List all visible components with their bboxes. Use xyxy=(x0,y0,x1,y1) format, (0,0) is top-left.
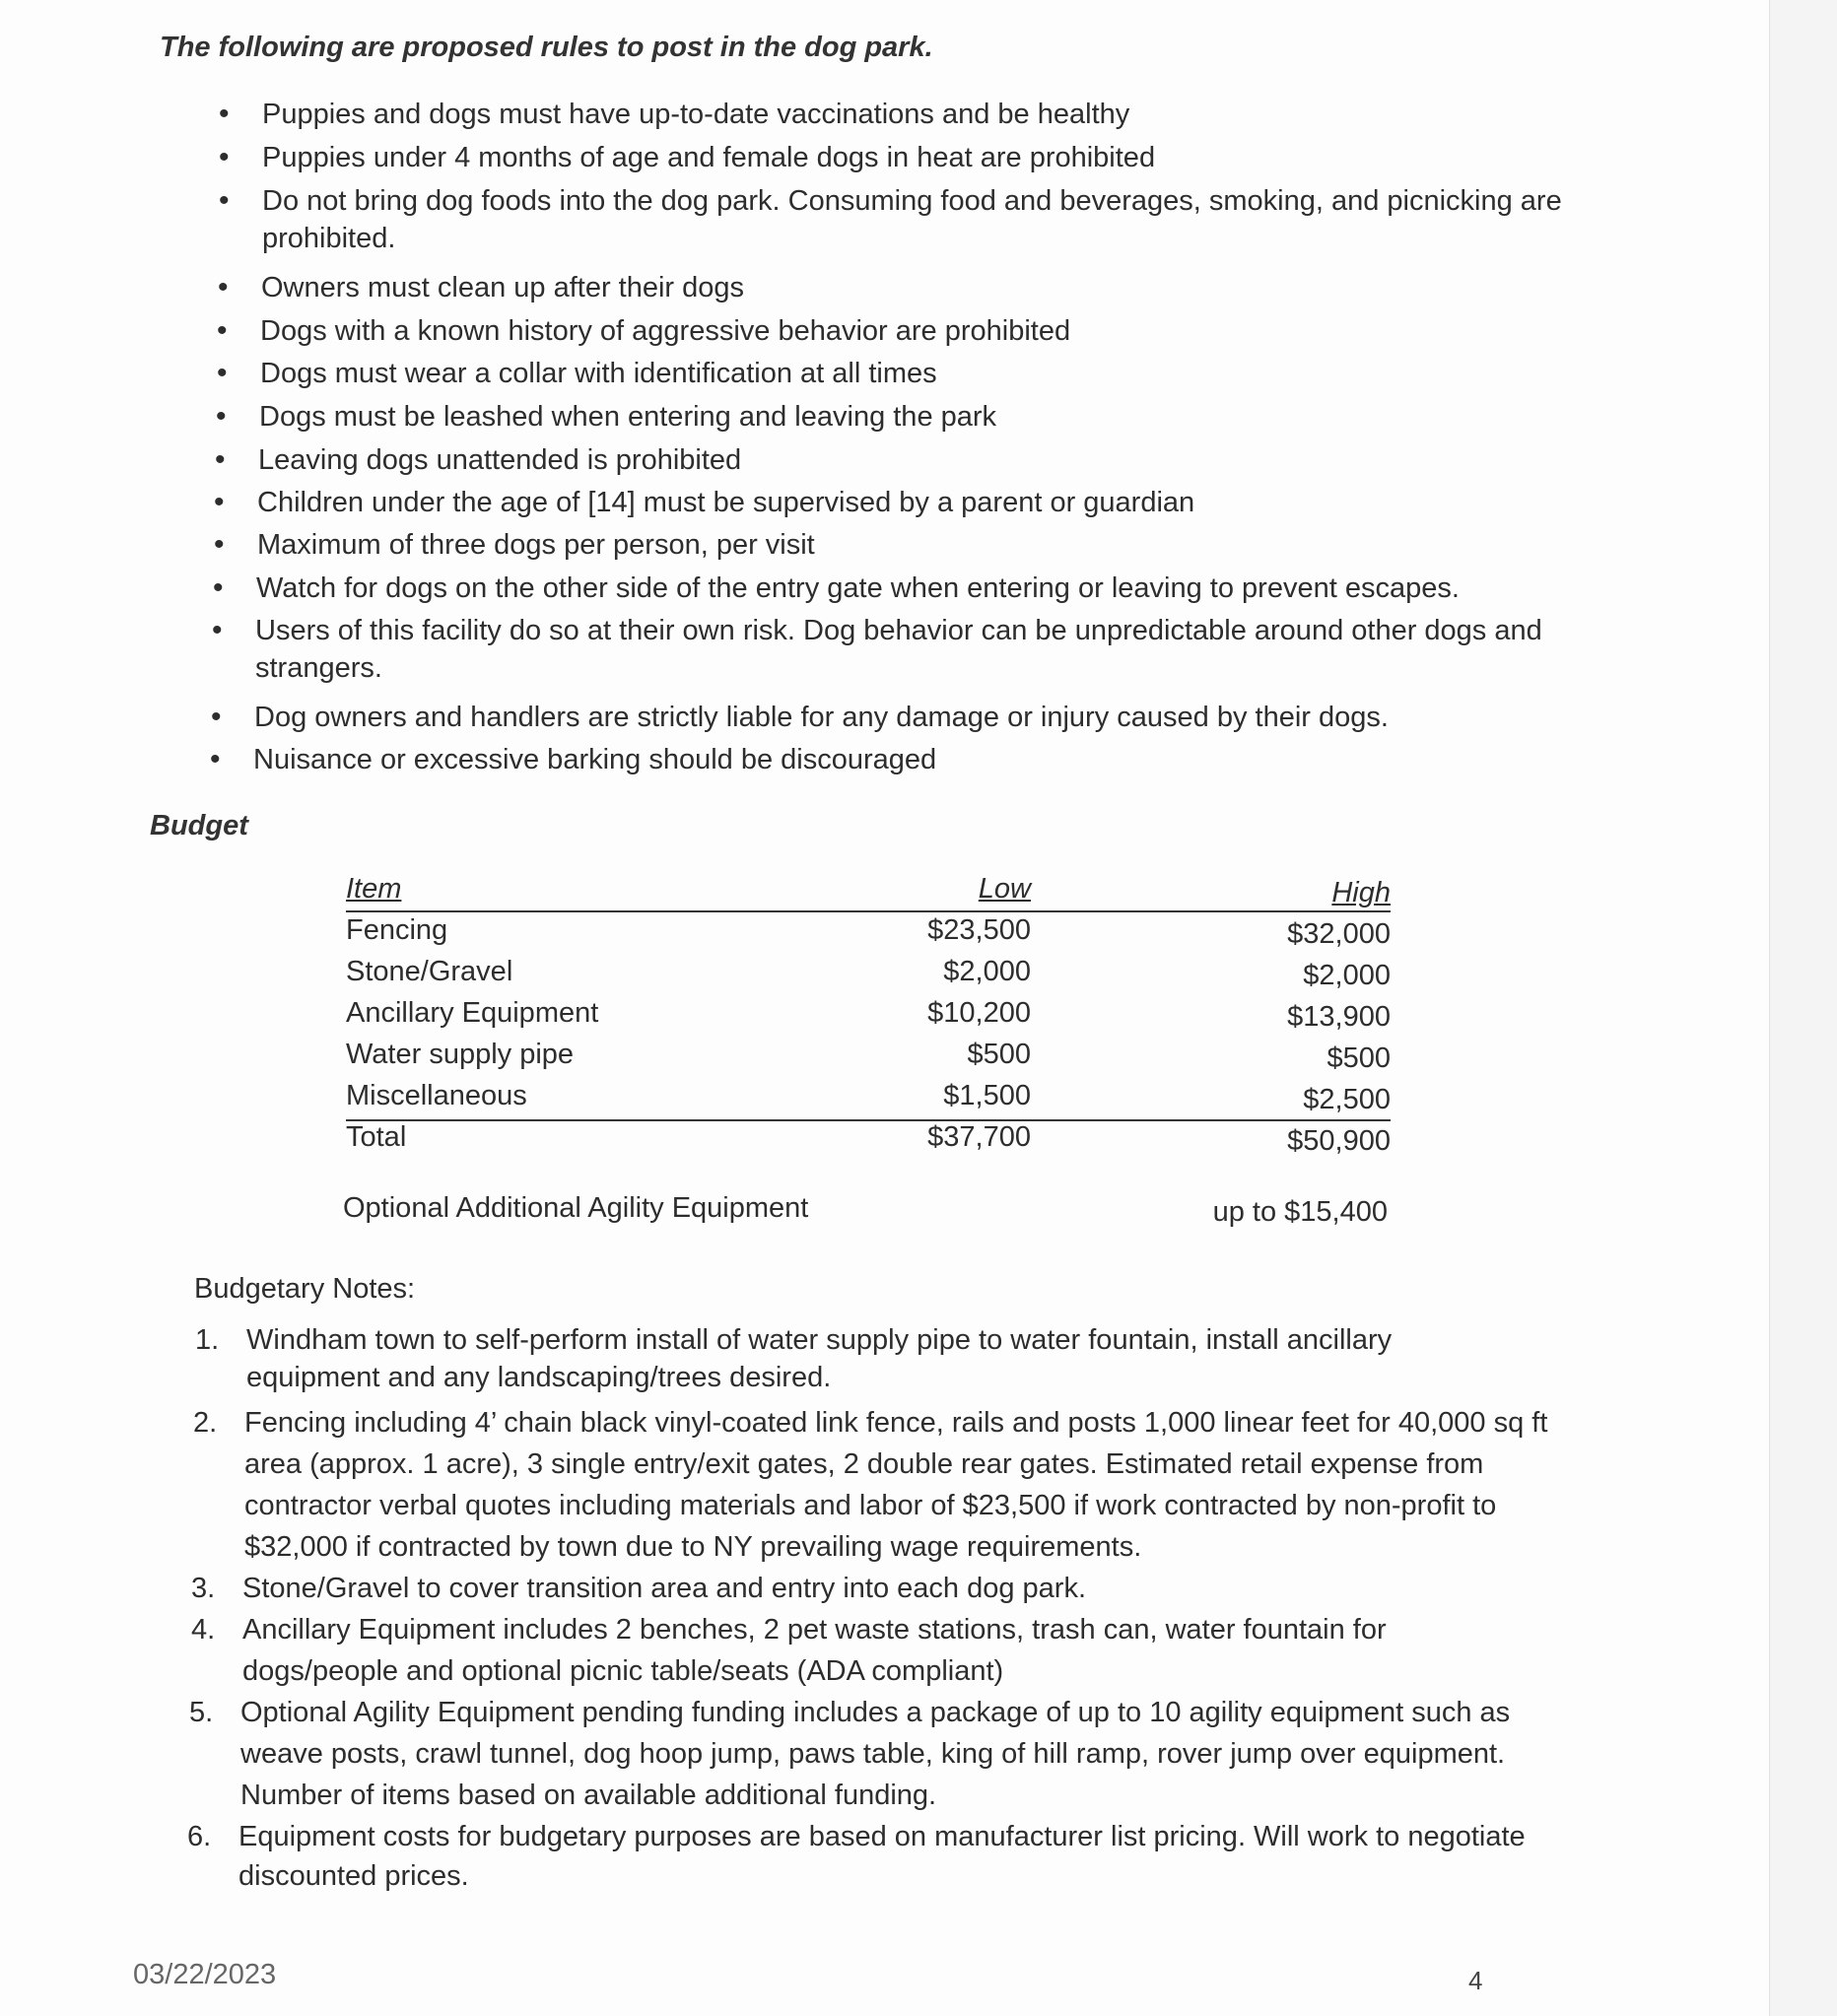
notes-heading: Budgetary Notes: xyxy=(194,1273,416,1305)
rule-item: • Puppies and dogs must have up-to-date vaccinations and be healthy xyxy=(219,98,1130,130)
rule-item: • Maximum of three dogs per person, per visit xyxy=(214,528,815,561)
bullet-icon: • xyxy=(219,184,230,217)
note-item: 2. Fencing including 4’ chain black vinyl-coated link fence, rails and posts 1,000 linear feet for 40,000 sq ft xyxy=(244,1403,1644,1444)
bullet-icon: • xyxy=(212,614,223,646)
row-item: Stone/Gravel xyxy=(346,956,513,987)
column-header-item: Item xyxy=(346,873,402,905)
rule-item: • Owners must clean up after their dogs xyxy=(218,271,745,303)
row-high: $32,000 xyxy=(1287,918,1391,950)
bullet-icon: • xyxy=(211,701,222,733)
note-number: 5. xyxy=(189,1697,214,1728)
budget-table xyxy=(346,873,1391,1163)
scan-margin xyxy=(1769,0,1837,2016)
rule-item: • Dogs must wear a collar with identification at all times xyxy=(217,357,937,389)
note-item: 6. Equipment costs for budgetary purposes are based on manufacturer list pricing. Will work to negotiate xyxy=(238,1817,1638,1857)
row-high: $50,900 xyxy=(1287,1125,1391,1157)
row-high: $2,000 xyxy=(1303,960,1391,991)
note-item: 3. Stone/Gravel to cover transition area and entry into each dog park. xyxy=(242,1569,1642,1609)
table-row xyxy=(346,1080,1391,1121)
page-number: 4 xyxy=(1468,1966,1483,1995)
row-item: Fencing xyxy=(346,914,448,946)
header-rule xyxy=(346,910,1391,912)
column-header-low: Low xyxy=(978,873,1031,905)
note-number: 1. xyxy=(195,1324,220,1356)
row-low: $37,700 xyxy=(927,1121,1031,1153)
note-item-continuation: equipment and any landscaping/trees desired. xyxy=(246,1362,832,1393)
budget-table-header xyxy=(346,873,1391,914)
rule-item: • Do not bring dog foods into the dog park. Consuming food and beverages, smoking, and picnicking are xyxy=(219,184,1562,217)
bullet-icon: • xyxy=(214,528,225,561)
bullet-icon: • xyxy=(210,743,221,775)
rule-item-continuation: strangers. xyxy=(255,652,382,684)
optional-item: Optional Additional Agility Equipment xyxy=(343,1192,809,1224)
note-number: 4. xyxy=(191,1614,216,1646)
footer-date: 03/22/2023 xyxy=(133,1959,277,1990)
bullet-icon: • xyxy=(216,400,227,433)
row-item: Miscellaneous xyxy=(346,1080,527,1111)
bullet-icon: • xyxy=(219,141,230,173)
rule-item: • Leaving dogs unattended is prohibited xyxy=(215,443,742,476)
row-low: $2,000 xyxy=(943,956,1031,987)
budget-heading: Budget xyxy=(150,810,248,841)
optional-equipment-row xyxy=(343,1192,1388,1228)
bullet-icon: • xyxy=(217,314,228,347)
row-item: Total xyxy=(346,1121,407,1153)
row-low: $1,500 xyxy=(943,1080,1031,1111)
note-number: 6. xyxy=(187,1821,212,1852)
rule-item: • Users of this facility do so at their own risk. Dog behavior can be unpredictable around other dogs and xyxy=(212,614,1542,646)
table-row xyxy=(346,956,1391,997)
note-number: 3. xyxy=(191,1573,216,1604)
row-low: $500 xyxy=(967,1039,1031,1070)
note-item-continuation: Number of items based on available additional funding. xyxy=(240,1780,937,1811)
table-row xyxy=(346,1039,1391,1080)
row-high: $2,500 xyxy=(1303,1084,1391,1115)
bullet-icon: • xyxy=(215,443,226,476)
note-item: 4. Ancillary Equipment includes 2 benches, 2 pet waste stations, trash can, water fountain for xyxy=(242,1610,1642,1650)
note-item: 5. Optional Agility Equipment pending funding includes a package of up to 10 agility equipment such as xyxy=(240,1693,1640,1733)
note-item-continuation: weave posts, crawl tunnel, dog hoop jump, paws table, king of hill ramp, rover jump over equipment. xyxy=(240,1738,1506,1770)
bullet-icon: • xyxy=(214,486,225,518)
note-item: 1. Windham town to self-perform install of water supply pipe to water fountain, install ancillary xyxy=(246,1320,1646,1361)
note-item-continuation: $32,000 if contracted by town due to NY prevailing wage requirements. xyxy=(244,1531,1142,1563)
note-number: 2. xyxy=(193,1407,218,1439)
column-header-high: High xyxy=(1331,877,1391,908)
bullet-icon: • xyxy=(219,98,230,130)
rule-item-continuation: prohibited. xyxy=(262,223,396,254)
rule-item: • Dog owners and handlers are strictly liable for any damage or injury caused by their dogs. xyxy=(211,701,1389,733)
note-item-continuation: dogs/people and optional picnic table/seats (ADA compliant) xyxy=(242,1655,1004,1687)
bullet-icon: • xyxy=(217,357,228,389)
row-low: $23,500 xyxy=(927,914,1031,946)
row-low: $10,200 xyxy=(927,997,1031,1029)
table-row xyxy=(346,914,1391,956)
note-item-continuation: area (approx. 1 acre), 3 single entry/exit gates, 2 double rear gates. Estimated retail expense from xyxy=(244,1448,1484,1480)
table-row xyxy=(346,997,1391,1039)
row-item: Ancillary Equipment xyxy=(346,997,599,1029)
rule-item: • Dogs with a known history of aggressive behavior are prohibited xyxy=(217,314,1071,347)
bullet-icon: • xyxy=(213,571,224,604)
rule-item: • Nuisance or excessive barking should be discouraged xyxy=(210,743,937,775)
row-high: $13,900 xyxy=(1287,1001,1391,1033)
rule-item: • Watch for dogs on the other side of the entry gate when entering or leaving to prevent escapes. xyxy=(213,571,1460,604)
note-item-continuation: discounted prices. xyxy=(238,1860,469,1892)
rule-item: • Puppies under 4 months of age and female dogs in heat are prohibited xyxy=(219,141,1156,173)
rule-item: • Children under the age of [14] must be supervised by a parent or guardian xyxy=(214,486,1195,518)
intro-heading: The following are proposed rules to post in the dog park. xyxy=(160,32,933,63)
note-item-continuation: contractor verbal quotes including materials and labor of $23,500 if work contracted by non-profit to xyxy=(244,1490,1497,1521)
row-high: $500 xyxy=(1327,1042,1391,1074)
row-item: Water supply pipe xyxy=(346,1039,575,1070)
rule-item: • Dogs must be leashed when entering and leaving the park xyxy=(216,400,997,433)
optional-value: up to $15,400 xyxy=(1212,1196,1388,1228)
bullet-icon: • xyxy=(218,271,229,303)
table-row-total xyxy=(346,1121,1391,1163)
